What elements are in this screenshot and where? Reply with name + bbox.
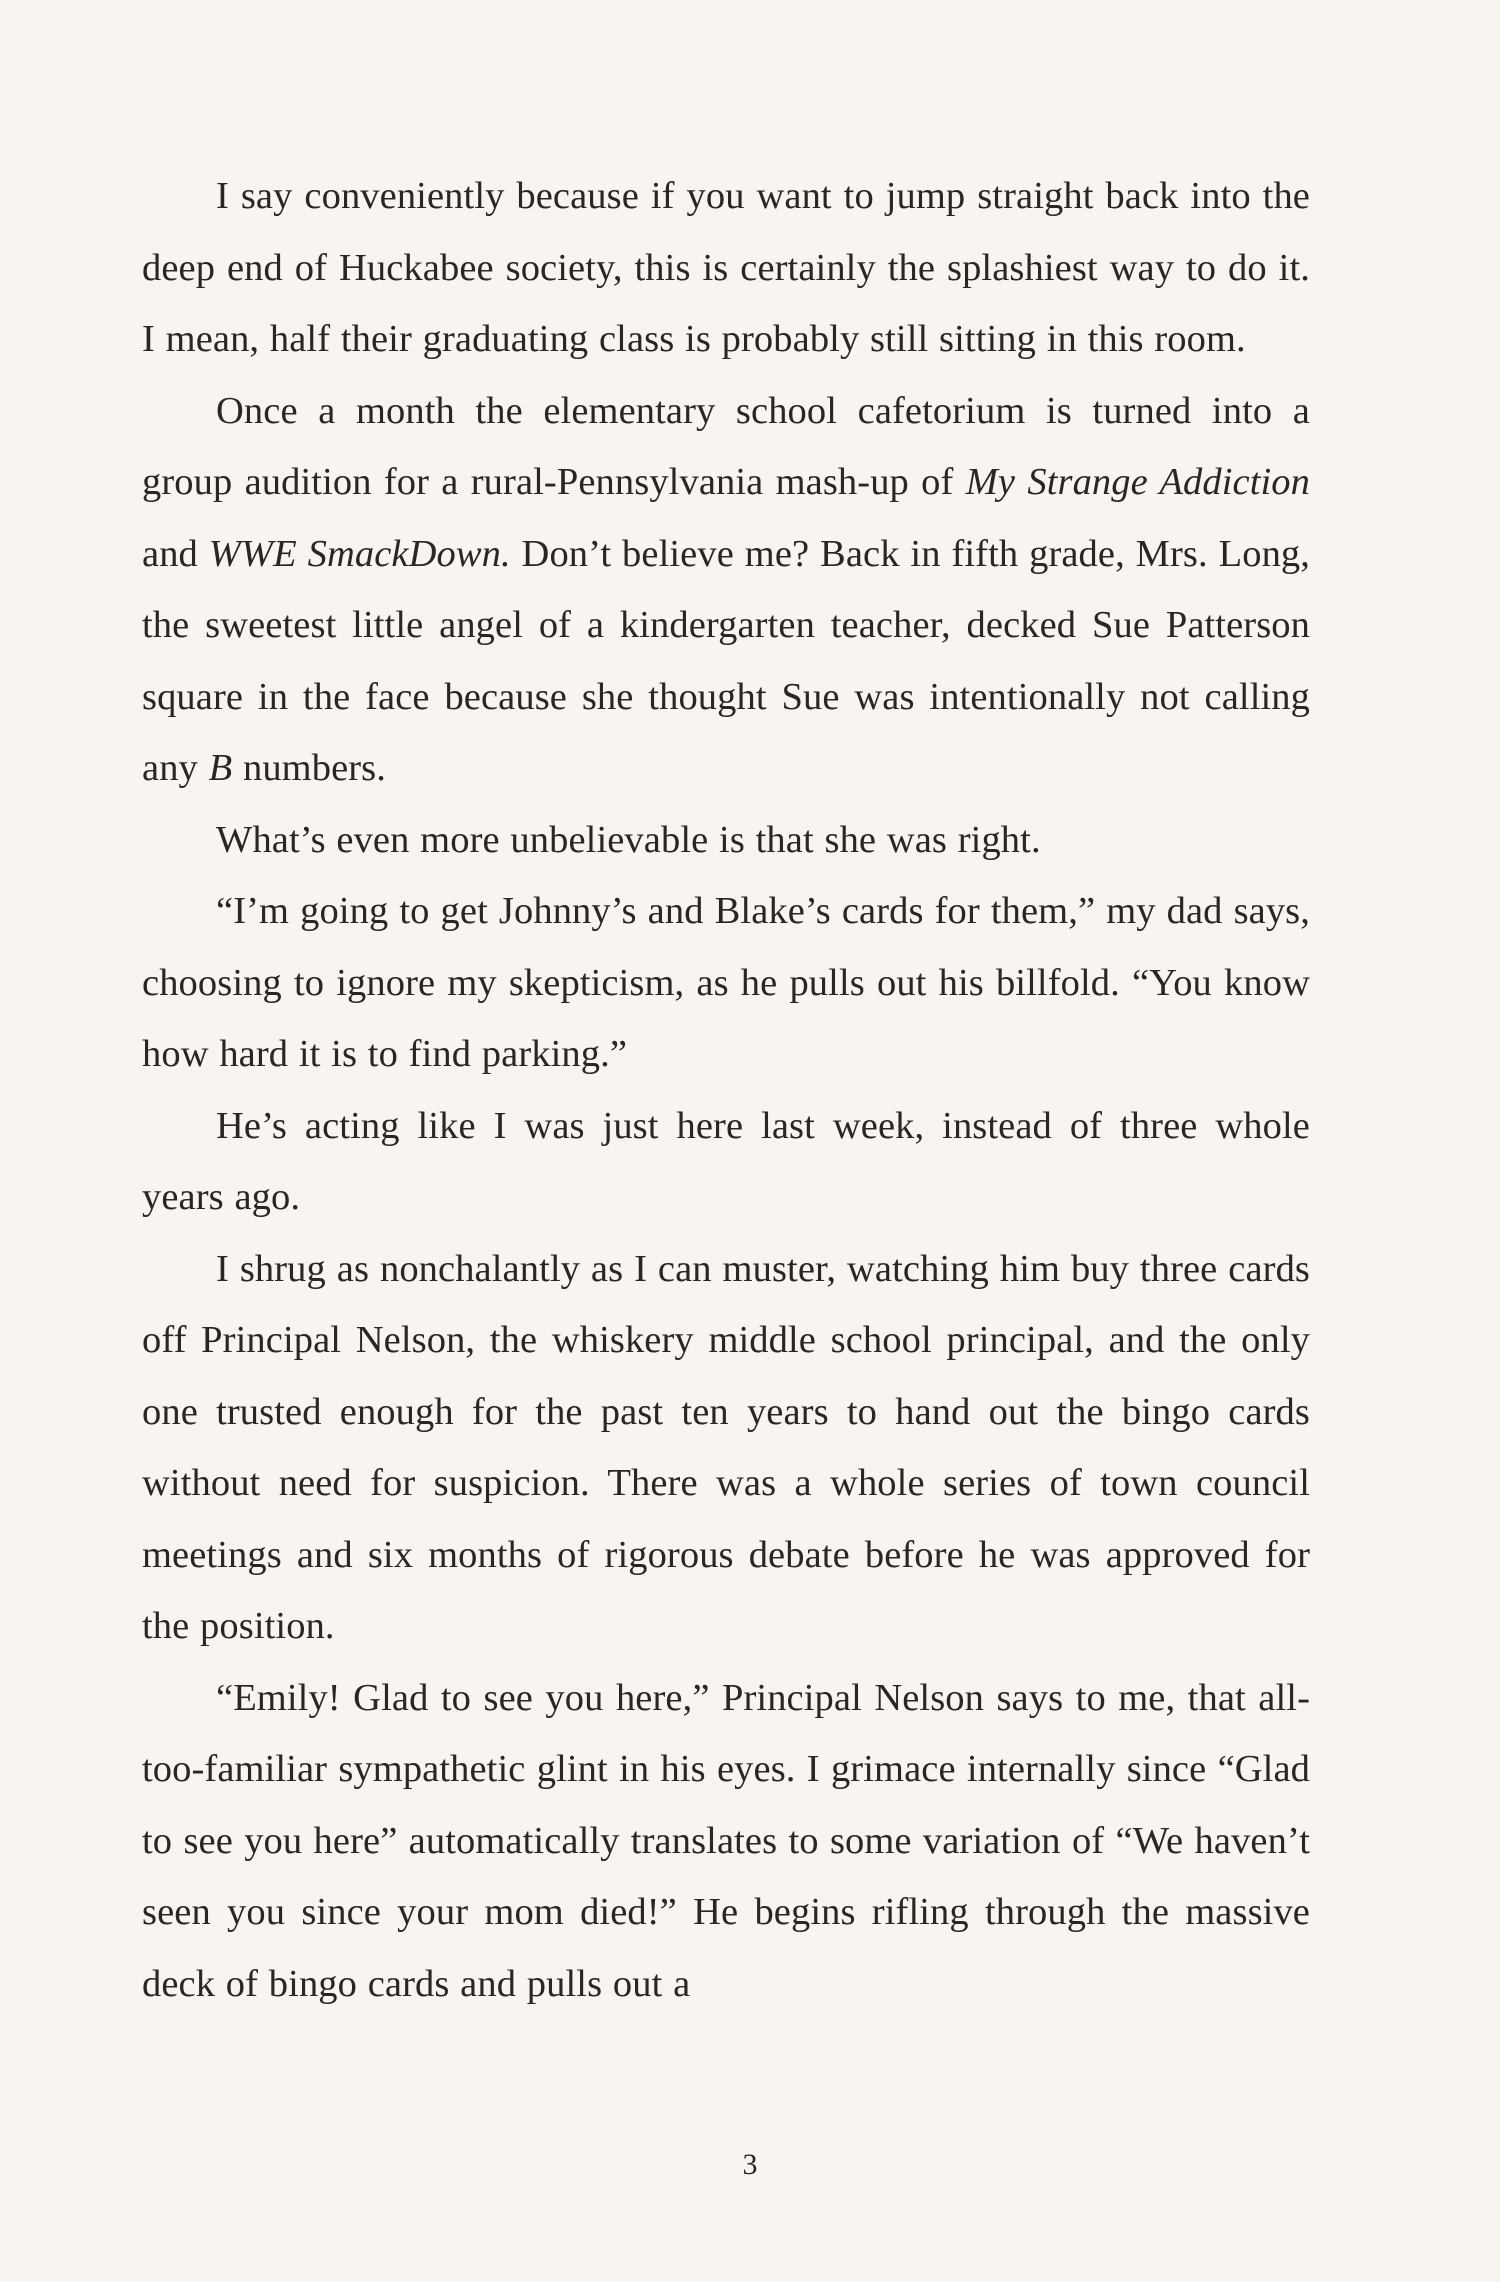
paragraph-text: Don’t believe me? Back in fifth grade, Mrs. Long, the sweetest little angel of a kindergarten teacher, decked Sue Patterson square in the face because she thought Sue was intentionally not calling any [142,532,1310,789]
paragraph-text: “I’m going to get Johnny’s and Blake’s cards for them,” my dad says, choosing to ignore my skepticism, as he pulls out his billfold. “You know how hard it is to find parking.” [142,890,1310,1075]
paragraph-1 [142,161,1310,376]
italic-title: My Strange Addiction [965,461,1310,503]
paragraph-text: Once a month the elementary school cafetorium is turned into a group audition for a rural-Pennsylvania mash-up of [142,389,1310,503]
paragraph-4 [142,876,1310,1091]
paragraph-text: I shrug as nonchalantly as I can muster, watching him buy three cards off Principal Nelson, the whiskery middle school principal, and the only one trusted enough for the past ten years to hand out the bingo cards without need for suspicion. There was a whole series of town council meetings and six months of rigorous debate before he was approved for the position. [142,1247,1310,1647]
paragraph-3 [142,805,1310,877]
paragraph-text: He’s acting like I was just here last week, instead of three whole years ago. [142,1104,1310,1218]
body-text [142,161,1310,2020]
paragraph-6 [142,1234,1310,1663]
paragraph-2 [142,376,1310,805]
paragraph-text: I say conveniently because if you want to jump straight back into the deep end of Huckabee society, this is certainly the splashiest way to do it. I mean, half their graduating class is probably still sitting in this room. [142,175,1310,360]
paragraph-5 [142,1091,1310,1234]
paragraph-text: numbers. [232,747,386,789]
paragraph-text: and [142,532,209,575]
paragraph-text: What’s even more unbelievable is that she was right. [216,818,1041,861]
paragraph-text: “Emily! Glad to see you here,” Principal Nelson says to me, that all-too-familiar sympathetic glint in his eyes. I grimace internally since “Glad to see you here” automatically translates to some variation of “We haven’t seen you since your mom died!” He begins rifling through the massive deck of bingo cards and pulls out a [142,1676,1310,2005]
italic-title: WWE SmackDown. [208,532,511,575]
italic-letter: B [208,747,233,789]
page-number: 3 [742,2148,758,2181]
paragraph-7 [142,1663,1310,2021]
